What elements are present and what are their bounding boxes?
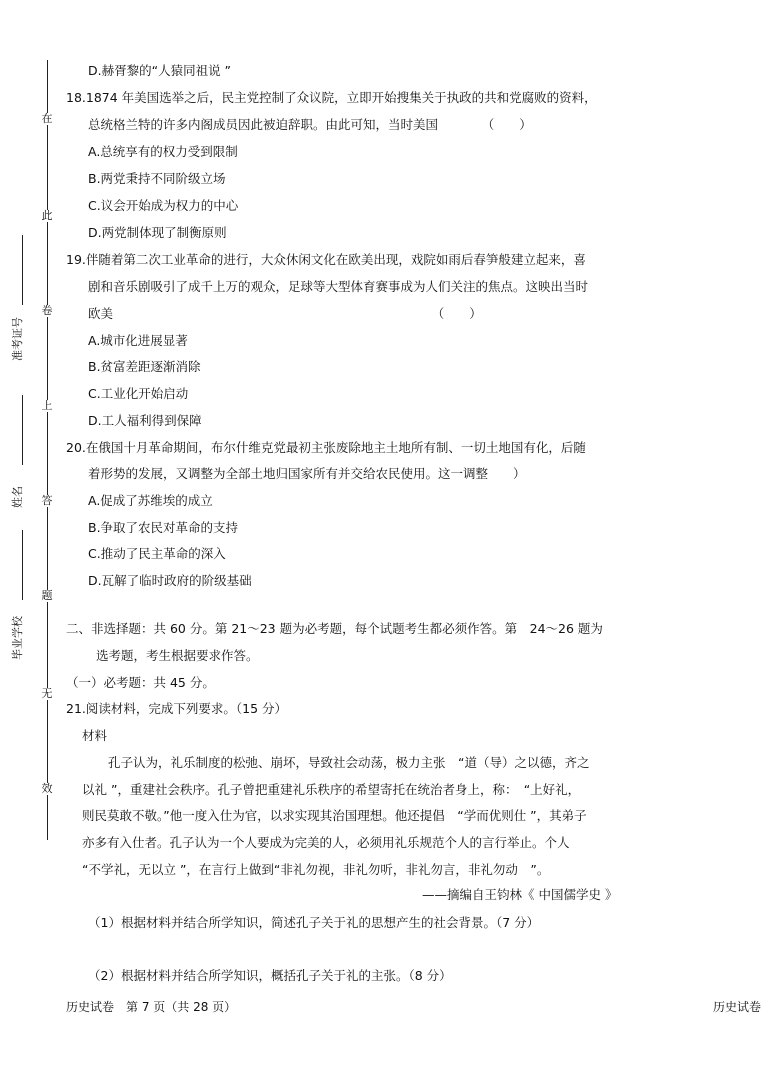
part2-heading: 二、非选择题：共 60 分。第 21～23 题为必考题，每个试题考生都必须作答。第 24～26 题为 (66, 621, 603, 636)
part2-heading: 选考题，考生根据要求作答。 (96, 648, 259, 663)
required-section-heading: （一）必考题：共 45 分。 (66, 675, 215, 690)
q21-title: 21.阅读材料，完成下列要求。（15 分） (66, 701, 288, 716)
q20-stem-line: 着形势的发展，又调整为全部土地归国家所有并交给农民使用。这一调整 ） (88, 466, 526, 481)
q18-option-a: A.总统享有的权力受到限制 (88, 144, 238, 159)
q18-stem-line: 18.1874 年美国选举之后，民主党控制了众议院，立即开始搜集关于执政的共和党腐败的资料， (66, 90, 597, 105)
seal-char: 题 (41, 589, 53, 602)
seal-line (47, 60, 48, 840)
q18-option-b: B.两党秉持不同阶级立场 (88, 171, 226, 186)
q19-option-c: C.工业化开始启动 (88, 386, 189, 401)
q19-stem-line: 剧和音乐剧吸引了成千上万的观众，足球等大型体育赛事成为人们关注的焦点。这映出当时 (88, 279, 589, 294)
name-blank (22, 395, 23, 465)
footer-left: 历史试卷 第 7 页（共 28 页） (66, 1000, 237, 1014)
school-blank (22, 530, 23, 600)
q18-option-d: D.两党制体现了制衡原则 (88, 225, 227, 240)
q21-source: ——摘编自王钧林《 中国儒学史 》 (422, 887, 618, 902)
name-label: 姓名 (11, 486, 24, 508)
q21-material-line: 以礼 ”，重建社会秩序。孔子曾把重建礼乐秩序的希望寄托在统治者身上，称： “上好礼， (82, 782, 581, 797)
seal-char: 卷 (41, 304, 53, 317)
seal-char: 在 (41, 112, 53, 125)
q20-option-d: D.瓦解了临时政府的阶级基础 (88, 573, 252, 588)
q17-option-d: D.赫胥黎的“人猿同祖说 ” (88, 63, 232, 78)
q19-stem-line: 欧美 （ ） (88, 306, 482, 321)
q21-subquestion-2: （2）根据材料并结合所学知识，概括孔子关于礼的主张。（8 分） (88, 968, 452, 983)
q21-subquestion-1: （1）根据材料并结合所学知识，简述孔子关于礼的思想产生的社会背景。（7 分） (88, 915, 540, 930)
school-label: 毕业学校 (11, 616, 24, 660)
q19-stem-line: 19.伴随着第二次工业革命的进行，大众休闲文化在欧美出现，戏院如雨后春笋般建立起来，喜 (66, 252, 586, 267)
q21-material-label: 材料 (82, 728, 108, 743)
exam-number-label: 准考证号 (11, 317, 24, 361)
exam-number-blank (22, 235, 23, 305)
q18-option-c: C.议会开始成为权力的中心 (88, 198, 239, 213)
q20-option-c: C.推动了民主革命的深入 (88, 546, 226, 561)
q18-stem-line: 总统格兰特的许多内阁成员因此被迫辞职。由此可知，当时美国 （ ） (88, 117, 532, 132)
seal-char: 上 (41, 399, 53, 412)
q21-material-line: 孔子认为，礼乐制度的松弛、崩坏，导致社会动荡，极力主张 “道（导）之以德，齐之 (108, 755, 590, 770)
q21-material-line: 亦多有入仕者。孔子认为一个人要成为完美的人，必须用礼乐规范个人的言行举止。个人 (82, 835, 570, 850)
footer-right: 历史试卷 (713, 1000, 761, 1014)
seal-char: 效 (41, 782, 53, 795)
q21-material-line: 则民莫敢不敬。”他一度入仕为官，以求实现其治国理想。他还提倡 “学而优则仕 ”，其弟子 (82, 808, 587, 823)
q20-option-b: B.争取了农民对革命的支持 (88, 520, 239, 535)
q20-stem-line: 20.在俄国十月革命期间，布尔什维克党最初主张废除地主土地所有制、一切土地国有化，后随 (66, 440, 586, 455)
q21-material-line: “不学礼，无以立 ”，在言行上做到“非礼勿视，非礼勿听，非礼勿言，非礼勿动 ”。 (82, 862, 550, 877)
seal-char: 此 (41, 209, 53, 222)
q19-option-a: A.城市化进展显著 (88, 333, 188, 348)
q19-option-d: D.工人福利得到保障 (88, 413, 202, 428)
seal-char: 无 (41, 687, 53, 700)
q20-option-a: A.促成了苏维埃的成立 (88, 493, 213, 508)
q19-option-b: B.贫富差距逐渐消除 (88, 359, 201, 374)
binding-margin (0, 0, 60, 1076)
seal-char: 答 (41, 494, 53, 507)
